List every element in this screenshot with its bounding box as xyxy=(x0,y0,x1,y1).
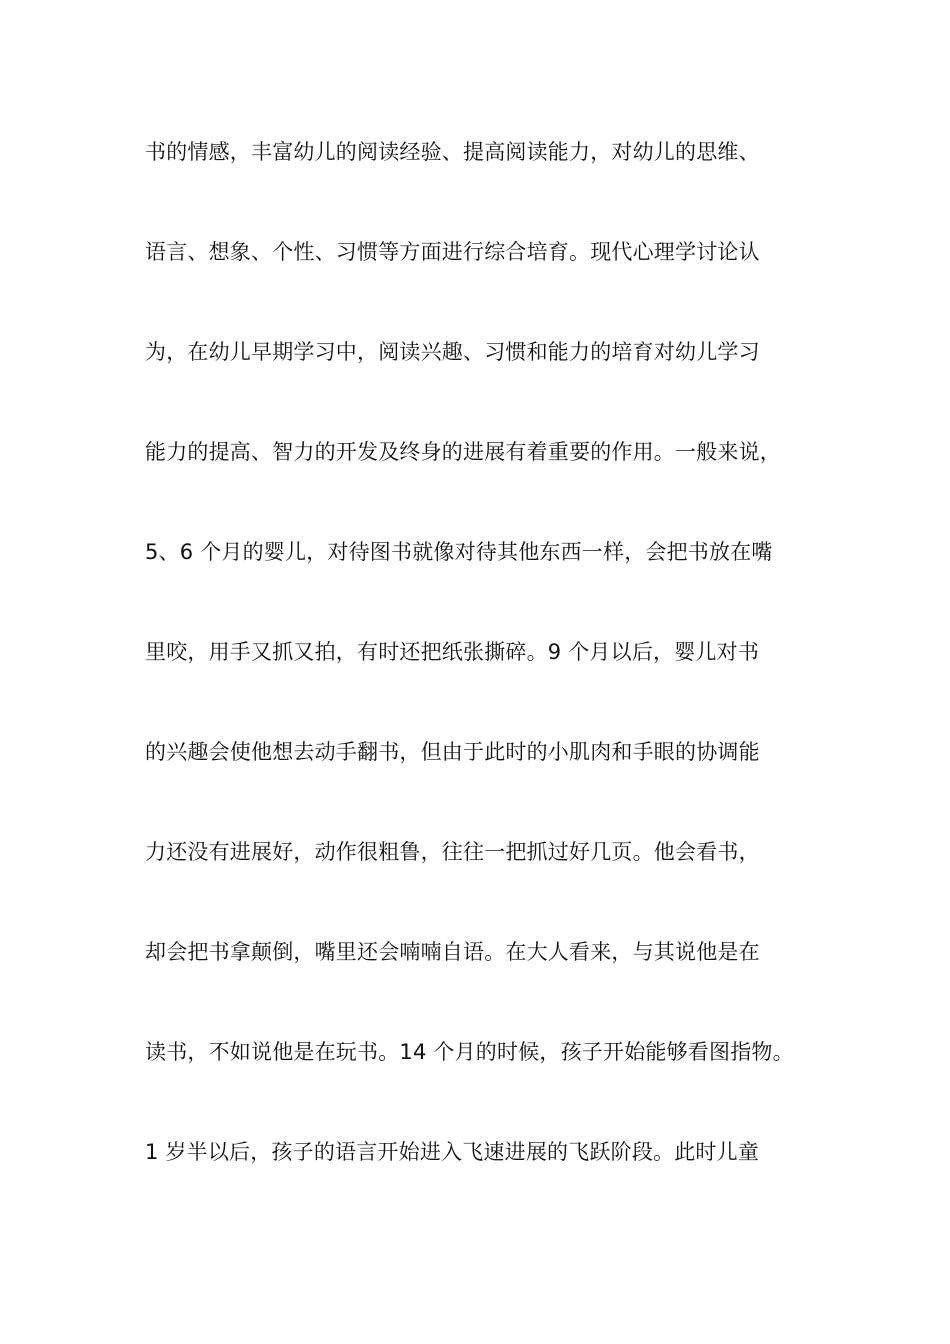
text-line: 1 岁半以后，孩子的语言开始进入飞速进展的飞跃阶段。此时儿童 xyxy=(145,1140,760,1164)
text-line: 读书，不如说他是在玩书。14 个月的时候，孩子开始能够看图指物。 xyxy=(145,1040,794,1064)
text-line: 5、6 个月的婴儿，对待图书就像对待其他东西一样，会把书放在嘴 xyxy=(145,540,773,564)
text-line: 力还没有进展好，动作很粗鲁，往往一把抓过好几页。他会看书， xyxy=(145,840,760,864)
text-line: 的兴趣会使他想去动手翻书，但由于此时的小肌肉和手眼的协调能 xyxy=(145,740,760,764)
body-text xyxy=(145,132,835,1232)
text-line: 为，在幼儿早期学习中，阅读兴趣、习惯和能力的培育对幼儿学习 xyxy=(145,340,760,364)
text-line: 里咬，用手又抓又拍，有时还把纸张撕碎。9 个月以后，婴儿对书 xyxy=(145,640,760,664)
text-line: 却会把书拿颠倒，嘴里还会喃喃自语。在大人看来，与其说他是在 xyxy=(145,940,760,964)
text-line: 能力的提高、智力的开发及终身的进展有着重要的作用。一般来说， xyxy=(145,440,781,464)
text-line: 语言、想象、个性、习惯等方面进行综合培育。现代心理学讨论认 xyxy=(145,240,760,264)
text-line: 书的情感，丰富幼儿的阅读经验、提高阅读能力，对幼儿的思维、 xyxy=(145,140,760,164)
